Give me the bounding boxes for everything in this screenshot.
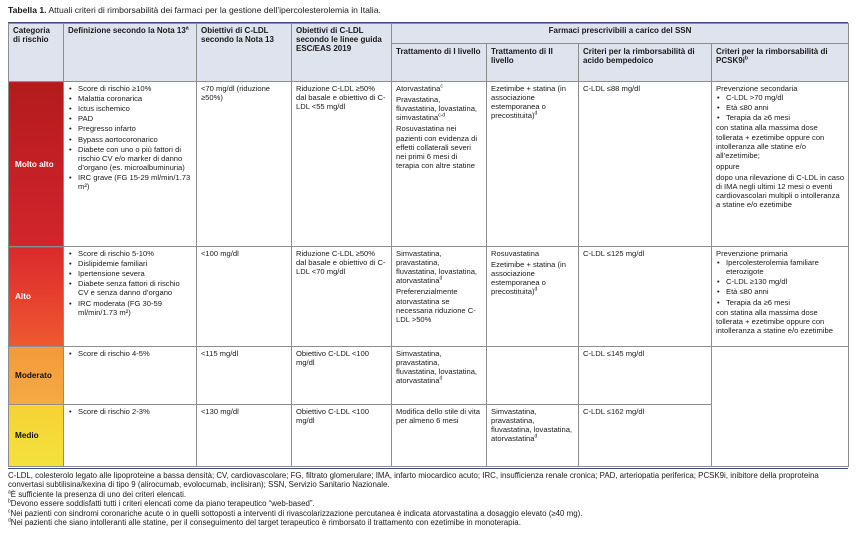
list-item: • Score di rischio 5-10% <box>68 249 192 258</box>
list-item: • Score di rischio 2-3% <box>68 407 192 416</box>
header-obiettivi-linee: Obiettivi di C-LDL secondo le linee guida ESC/EAS 2019 <box>292 24 392 82</box>
list-item: • Dislipidemie familiari <box>68 259 192 268</box>
category-molto-alto: Molto alto <box>9 82 64 247</box>
header-categoria: Categoria di rischio <box>9 24 64 82</box>
list-item: • Terapia da ≥6 mesi <box>716 113 844 122</box>
category-moderato: Moderato <box>9 347 64 405</box>
header-definizione-text: Definizione secondo la Nota 13 <box>68 26 186 35</box>
tratt1-item <box>396 84 482 93</box>
list-item: • IRC grave (FG 15-29 ml/min/1.73 m²) <box>68 173 192 191</box>
definition-list <box>68 84 192 191</box>
table-title-text: Attuali criteri di rimborsabilità dei farmaci per la gestione dell’ipercolesterolemia in Italia. <box>46 5 381 15</box>
list-item: • Diabete con uno o più fattori di rischio CV e/o marker di danno d’organo (es. microalbuminuria) <box>68 145 192 172</box>
footnote <box>8 518 850 527</box>
nota13-target: <115 mg/dl <box>197 347 292 405</box>
nota13-target: <130 mg/dl <box>197 405 292 467</box>
list-item: • Età ≤80 anni <box>716 287 844 296</box>
header-tratt1: Trattamento di I livello <box>392 44 487 82</box>
header-criteri-pcsk9-text: Criteri per la rimborsabilità di PCSK9i <box>716 47 828 66</box>
list-item: • PAD <box>68 114 192 123</box>
pcsk9-title: Prevenzione primaria <box>716 249 788 258</box>
tratt1-cell <box>392 347 487 405</box>
header-criteri-pcsk9 <box>712 44 849 82</box>
tratt2-text: Ezetimibe + statina (in associazione estemporanea o precostituita) <box>491 260 566 297</box>
tratt1-text: Simvastatina, pravastatina, fluvastatina, lovastatina, atorvastatina <box>396 349 478 386</box>
list-item: • Terapia da ≥6 mesi <box>716 298 844 307</box>
footnote <box>8 490 850 499</box>
tratt2-cell <box>487 405 579 467</box>
list-item: • Score di rischio ≥10% <box>68 84 192 93</box>
pcsk9-text: con statina alla massima dose tollerata + ezetimibe oppure con intolleranza alle statine e/o all’ezetimibe; <box>716 123 825 160</box>
pcsk9-list <box>716 93 844 122</box>
bempe-criterion: C-LDL ≤162 mg/dl <box>579 405 712 467</box>
esc-target: Riduzione C-LDL ≥50% dal basale e obiettivo di C-LDL <70 mg/dl <box>292 247 392 347</box>
tratt1-text: Pravastatina, fluvastatina, lovastatina, simvastatina <box>396 95 478 123</box>
footnote <box>8 509 850 518</box>
nota13-target: <70 mg/dl (riduzione ≥50%) <box>197 82 292 247</box>
definition-list <box>68 249 192 317</box>
list-item: • C-LDL >70 mg/dl <box>716 93 844 102</box>
header-obiettivi-nota: Obiettivi di C-LDL secondo la Nota 13 <box>197 24 292 82</box>
list-item: • Bypass aortocoronarico <box>68 135 192 144</box>
footnote-sup: d <box>439 275 443 282</box>
tratt2-cell <box>487 247 579 347</box>
esc-target: Riduzione C-LDL ≥50% dal basale e obiettivo di C-LDL <55 mg/dl <box>292 82 392 247</box>
table-row <box>9 247 849 347</box>
header-farmaci: Farmaci prescrivibili a carico del SSN <box>392 24 849 44</box>
list-item: • Ipercolesterolemia familiare eterozigote <box>716 258 844 276</box>
table-row <box>9 82 849 247</box>
pcsk9-text: oppure <box>716 161 740 171</box>
pcsk9-text: dopo una rilevazione di C-LDL in caso di IMA negli ultimi 12 mesi o eventi cardiovascolari multipli o intolleranza a statine e/o ezetimibe <box>716 172 845 210</box>
definition-cell <box>64 347 197 405</box>
list-item: • C-LDL ≥130 mg/dl <box>716 277 844 286</box>
header-definizione <box>64 24 197 82</box>
table-title <box>8 5 381 15</box>
pcsk9-cell-empty <box>712 347 849 467</box>
footnote-sup: c <box>8 508 11 514</box>
tratt1-item <box>396 95 482 122</box>
list-item: • Pregresso infarto <box>68 124 192 133</box>
pcsk9-list <box>716 258 844 307</box>
tratt1-item <box>396 249 482 285</box>
footnote-sup: d <box>534 433 538 440</box>
reimbursement-table <box>8 23 849 467</box>
category-medio: Medio <box>9 405 64 467</box>
footnote-sup: b <box>8 498 11 505</box>
tratt2-cell <box>487 82 579 247</box>
tratt2-cell <box>487 347 579 405</box>
table-row <box>9 347 849 405</box>
definition-list <box>68 349 192 358</box>
table-title-label: Tabella 1. <box>8 5 47 15</box>
nota13-target: <100 mg/dl <box>197 247 292 347</box>
definition-cell <box>64 247 197 347</box>
footnote-sup: d <box>534 286 538 293</box>
list-item: • IRC moderata (FG 30-59 ml/min/1.73 m²) <box>68 299 192 317</box>
footnote <box>8 499 850 508</box>
bempe-criterion: C-LDL ≤88 mg/dl <box>579 82 712 247</box>
list-item: • Diabete senza fattori di rischio CV e senza danno d’organo <box>68 279 192 297</box>
tratt2-text: Ezetimibe + statina (in associazione estemporanea o precostituita) <box>491 84 566 121</box>
tratt1-item: Rosuvastatina nei pazienti con evidenza di effetti collaterali severi nei primi 6 mesi di terapia con altre statine <box>396 124 478 170</box>
tratt1-text: Simvastatina, pravastatina, fluvastatina, lovastatina, atorvastatina <box>396 249 478 286</box>
tratt1-cell: Modifica dello stile di vita per almeno 6 mesi <box>392 405 487 467</box>
header-criteri-bempe: Criteri per la rimborsabilità di acido bempedoico <box>579 44 712 82</box>
footnote-text: Devono essere soddisfatti tutti i criteri elencati come da piano terapeutico “web-based”. <box>10 499 315 509</box>
tratt1-text: Atorvastatina <box>396 84 441 93</box>
footnote-sup: c <box>440 83 443 90</box>
bottom-rule <box>8 468 848 469</box>
footnote-sup: d <box>8 517 11 524</box>
bempe-criterion: C-LDL ≤145 mg/dl <box>579 347 712 405</box>
list-item: • Ipertensione severa <box>68 269 192 278</box>
tratt1-cell <box>392 82 487 247</box>
pcsk9-cell <box>712 247 849 347</box>
header-tratt2: Trattamento di II livello <box>487 44 579 82</box>
footnote-sup: a <box>8 489 11 496</box>
pcsk9-text: con statina alla massima dose tollerata + ezetimibe oppure con intolleranza a statine e/o ezetimibe <box>716 307 833 335</box>
esc-target: Obiettivo C-LDL <100 mg/dl <box>292 405 392 467</box>
tratt2-item: Rosuvastatina <box>491 249 540 258</box>
footnote-text: È sufficiente la presenza di uno dei criteri elencati. <box>10 489 187 499</box>
definition-cell <box>64 82 197 247</box>
esc-target: Obiettivo C-LDL <100 mg/dl <box>292 347 392 405</box>
footnote-sup: d <box>534 110 538 117</box>
tratt2-text: Simvastatina, pravastatina, fluvastatina, lovastatina, atorvastatina <box>491 407 573 444</box>
table-header <box>9 24 849 82</box>
footnote-sup: d <box>439 375 443 382</box>
abbreviations: C-LDL, colesterolo legato alle lipoproteine a bassa densità; CV, cardiovascolare; FG, filtrato glomerulare; IMA, infarto miocardico acuto; IRC, insufficienza renale cronica; PAD, arteriopatia periferica; PCSK9i, inibitore della proproteina convertasi subtilisina/kexina di tipo 9 (alirocumab, evolocumab, inclisiran); SSN, Servizio Sanitario Nazionale. <box>8 471 819 490</box>
definition-cell <box>64 405 197 467</box>
list-item: • Malattia coronarica <box>68 94 192 103</box>
table-footnotes <box>8 471 850 527</box>
pcsk9-cell <box>712 82 849 247</box>
header-definizione-sup: a <box>185 25 189 32</box>
footnote-sup: c-d <box>438 112 446 119</box>
definition-list <box>68 407 192 416</box>
list-item: • Età ≤80 anni <box>716 103 844 112</box>
tratt1-cell <box>392 247 487 347</box>
list-item: • Score di rischio 4-5% <box>68 349 192 358</box>
header-criteri-pcsk9-sup: b <box>744 55 748 62</box>
bempe-criterion: C-LDL ≤125 mg/dl <box>579 247 712 347</box>
footnote-text: Nei pazienti che siano intolleranti alle statine, per il conseguimento del target terapeutico è rimborsato il trattamento con ezetimibe in monoterapia. <box>10 518 521 528</box>
category-alto: Alto <box>9 247 64 347</box>
pcsk9-title: Prevenzione secondaria <box>716 84 798 93</box>
tratt1-item: Preferenzialmente atorvastatina se necessaria riduzione C-LDL >50% <box>396 287 476 324</box>
footnote-text: Nei pazienti con sindromi coronariche acute o in quelli sottoposti a interventi di rivascolarizzazione percutanea è indicata atorvastatina a dosaggio elevato (≥40 mg). <box>10 508 583 518</box>
list-item: • Ictus ischemico <box>68 104 192 113</box>
tratt2-item <box>491 260 574 296</box>
